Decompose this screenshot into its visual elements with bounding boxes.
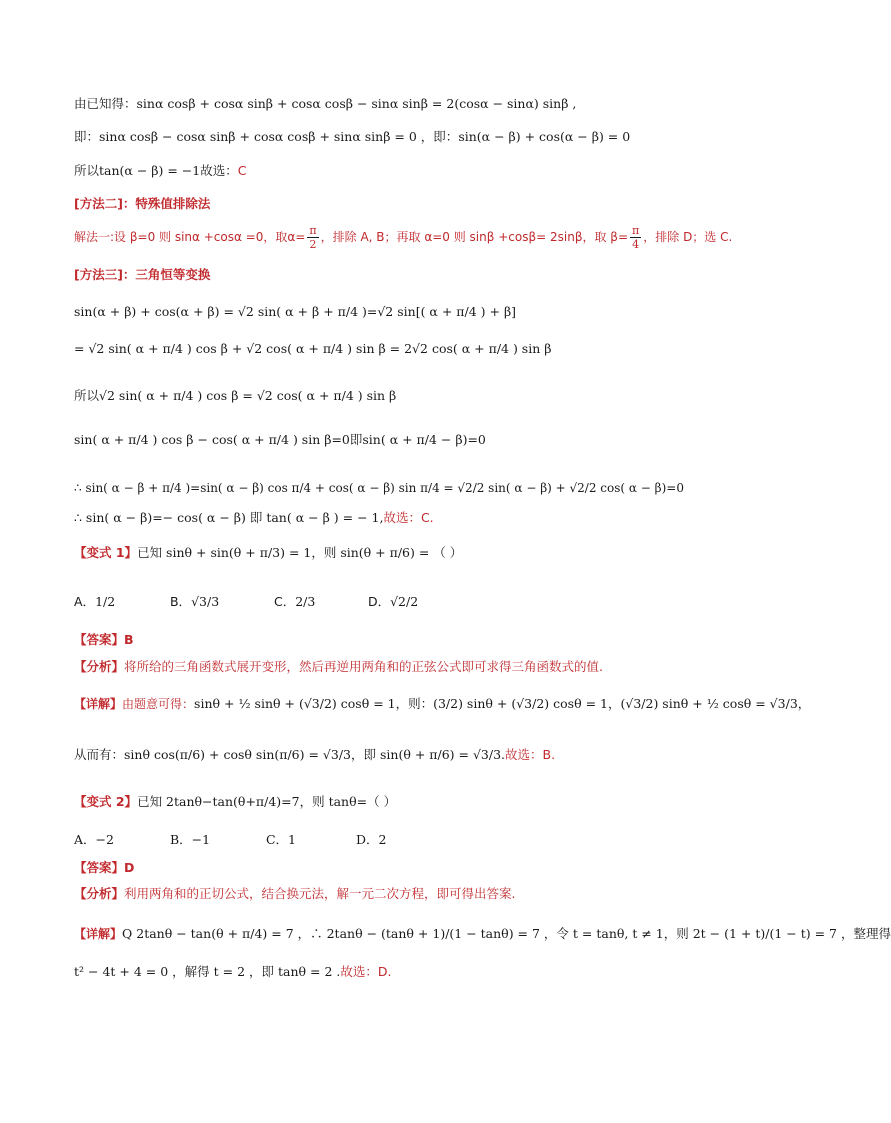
- variant1-detail-1: 【详解】由题意可得：sinθ + ½ sinθ + (√3/2) cosθ = 1，则：(3/2) sinθ + (√3/2) cosθ = 1，(√3/2) sinθ + ½ cosθ = √3/3，: [74, 696, 811, 711]
- equation-5: ∴ sin( α − β + π/4 )=sin( α − β) cos π/4 + cos( α − β) sin π/4 = √2/2 sin( α − β) + √2/2 cos( α − β)=0: [74, 481, 684, 495]
- variant1-stem: 【变式 1】已知 sinθ + sin(θ + π/3) = 1，则 sin(θ + π/6) = （ ）: [74, 545, 463, 560]
- variant2-answer: 【答案】D: [74, 860, 135, 875]
- equation-3: 所以√2 sin( α + π/4 ) cos β = √2 cos( α + π/4 ) sin β: [74, 388, 397, 403]
- variant2-analysis: 【分析】利用两角和的正切公式，结合换元法，解一元二次方程，即可得出答案.: [74, 886, 516, 901]
- fraction: $\frac{\pi}{4}$: [632, 224, 640, 251]
- line-conclusion: 所以tan(α − β) = −1故选：C: [74, 163, 247, 178]
- line-known: 由已知得：sinα cosβ + cosα sinβ + cosα cosβ − sinα sinβ = 2(cosα − sinα) sinβ ,: [74, 96, 577, 111]
- option-c: C．1: [265, 832, 296, 847]
- variant2-detail-1: 【详解】Q 2tanθ − tan(θ + π/4) = 7 ，∴ 2tanθ − (tanθ + 1)/(1 − tanθ) = 7 ，令 t = tanθ, t ≠ 1，则 2t − (1 + t)/(1 − t) = 7 ，整理得: [74, 926, 891, 941]
- variant1-options: [74, 592, 418, 612]
- heading-method2: [方法二]：特殊值排除法: [74, 196, 211, 211]
- equation-4: sin( α + π/4 ) cos β − cos( α + π/4 ) sin β=0即sin( α + π/4 − β)=0: [74, 432, 486, 447]
- equation-6: ∴ sin( α − β)=− cos( α − β) 即 tan( α − β ) = − 1,故选：C.: [74, 510, 434, 525]
- equation-1: sin(α + β) + cos(α + β) = √2 sin( α + β + π/4 )=√2 sin[( α + π/4 ) + β]: [74, 304, 517, 319]
- equation-2: = √2 sin( α + π/4 ) cos β + √2 cos( α + π/4 ) sin β = 2√2 cos( α + π/4 ) sin β: [74, 341, 552, 356]
- option-d: D．2: [355, 832, 387, 847]
- option-c: C．2/3: [273, 594, 316, 609]
- variant2-options: [74, 830, 386, 850]
- variant1-detail-2: 从而有：sinθ cos(π/6) + cosθ sin(π/6) = √3/3，即 sin(θ + π/6) = √3/3.故选：B.: [74, 747, 556, 762]
- heading-method3: [方法三]：三角恒等变换: [74, 267, 211, 282]
- variant2-stem: 【变式 2】已知 2tanθ−tan(θ+π/4)=7，则 tanθ=（ ）: [74, 794, 397, 809]
- option-a: A．−2: [74, 832, 114, 847]
- option-b: B．−1: [169, 832, 211, 847]
- line-method2: 解法一:设 β=0 则 sinα +cosα =0，取α= $\frac{\pi}{2}$ ，排除 A, B；再取 α=0 则 sinβ +cosβ= 2sinβ，取 β= $\frac{\pi}{4}$ ，排除 D；选 C.: [74, 224, 733, 251]
- fraction: $\frac{\pi}{2}$: [309, 224, 317, 251]
- variant2-detail-2: t² − 4t + 4 = 0 ，解得 t = 2 ，即 tanθ = 2 .故选：D.: [74, 964, 392, 979]
- option-b: B．√3/3: [169, 594, 220, 609]
- option-a: A．1/2: [74, 594, 116, 609]
- line-ie: 即：sinα cosβ − cosα sinβ + cosα cosβ + sinα sinβ = 0 ，即：sin(α − β) + cos(α − β) = 0: [74, 129, 631, 144]
- variant1-answer: 【答案】B: [74, 632, 134, 647]
- option-d: D．√2/2: [367, 594, 419, 609]
- variant1-analysis: 【分析】将所给的三角函数式展开变形，然后再逆用两角和的正弦公式即可求得三角函数式的值.: [74, 659, 603, 674]
